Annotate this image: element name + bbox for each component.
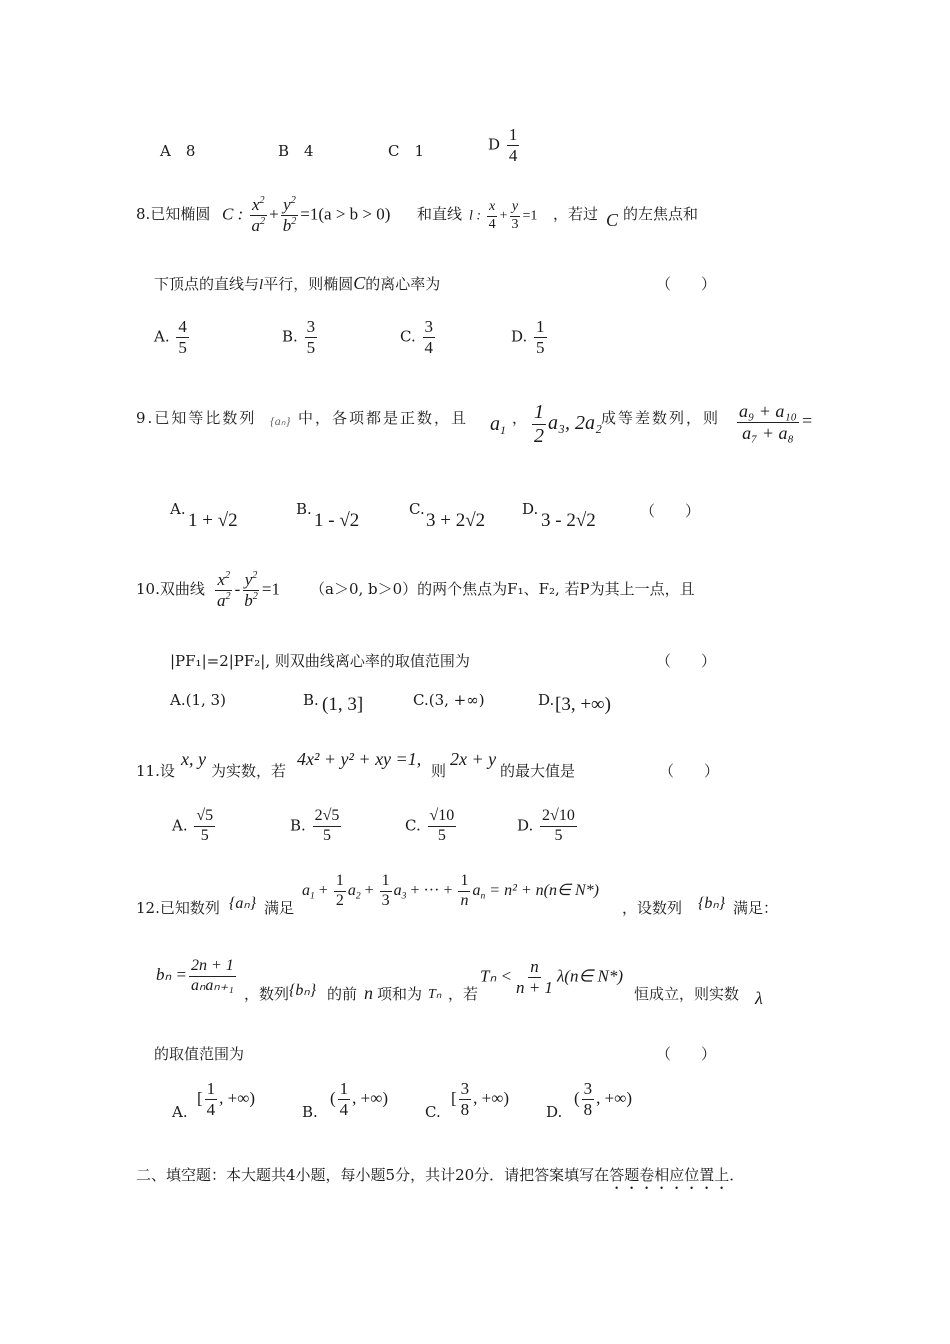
q8-option-b: B. $\frac{3}{5}$ (282, 317, 316, 357)
q10-line2: |PF₁|=2|PF₂|, 则双曲线离心率的取值范围为 (170, 652, 470, 670)
q9-text3: 成等差数列，则 (601, 409, 721, 427)
q12-text6: 的前 (327, 985, 358, 1003)
section-2-heading: 二、填空题：本大题共4小题，每小题5分，共计20分．请把答案填写在答题卷相应位置上． (136, 1166, 745, 1184)
q8-line-equation: l : $\frac{x}{4}$ + $\frac{y}{3}$ =1 (469, 199, 538, 232)
q9-option-c: 3 + 2√2 (426, 510, 486, 531)
q9-option-b: 1 - √2 (314, 510, 360, 531)
q9-option-a-label: A. (170, 500, 186, 518)
q11-option-b: B. $\frac{2√5}{5}$ (290, 807, 340, 844)
q8-option-d: D. $\frac{1}{5}$ (511, 317, 545, 357)
q12-text2: 满足 (264, 899, 295, 917)
q12-sum-expression: $a_1$ + $\frac{1}{2}$ $a_2$ + $\frac{1}{3}$ $a_3$ + ··· + $\frac{1}{n}$ $a_n = n^2$ + n(n∈ N*) (302, 872, 599, 909)
q12-option-b-label: B. (302, 1103, 318, 1121)
q10-option-b: (1, 3] (322, 694, 364, 715)
q12-text3: ，设数列 (622, 899, 683, 917)
q8-ellipse-equation: C : $\frac{x^2}{a^2}$ + $\frac{y^2}{b^2}$ =1(a > b > 0) (222, 195, 391, 236)
q12-text8: ，若 (448, 985, 479, 1003)
q11-expression: 2x + y (450, 749, 497, 769)
q8-text-if: ，若过 (553, 205, 599, 223)
q7-option-d: D $\frac{1}{4}$ (488, 125, 518, 165)
q9-option-a: 1 + √2 (188, 510, 238, 531)
q12-text5: ，数列 (244, 985, 290, 1003)
q12-option-b: ( $\frac{1}{4}$ , +∞) (330, 1079, 389, 1119)
q11-option-a: A. $\frac{√5}{5}$ (172, 807, 214, 844)
q9-mid-expr: $\frac{1}{2}$ a₃, 2a₂ (534, 401, 602, 447)
q10-hyperbola-equation: $\frac{x^2}{a^2}$ - $\frac{y^2}{b^2}$ =1 (217, 570, 280, 611)
q10-answer-paren: （ ） (656, 652, 717, 670)
q12-option-d-label: D. (546, 1103, 563, 1121)
q12-option-c: [ $\frac{3}{8}$ , +∞) (451, 1079, 510, 1119)
q11-text2: 为实数，若 (211, 762, 287, 780)
q10-option-a: A.(1, 3) (170, 691, 226, 709)
q9-comma: ， (512, 409, 528, 427)
q9-ratio: $\frac{\text{a₉ + a₁₀}}{\text{a₇ + a₈}}$ = (739, 401, 814, 443)
q7-option-b: B 4 (278, 142, 314, 160)
q12-seq-b: {bₙ} (698, 895, 726, 912)
q9-option-d: 3 - 2√2 (541, 510, 596, 531)
q12-option-a-label: A. (172, 1103, 188, 1121)
q9-text: 9.已知等比数列 (136, 409, 257, 427)
q12-bn-definition: bₙ = $\frac{2n + 1}{\text{aₙaₙ₊₁}}$ (156, 957, 234, 994)
q11-answer-paren: （ ） (659, 762, 720, 780)
q12-text: 12.已知数列 (136, 899, 220, 917)
q12-line3: 的取值范围为 (154, 1045, 245, 1063)
q12-lambda: λ (755, 988, 763, 1008)
q11-condition: 4x² + y² + xy =1, (297, 749, 422, 769)
q11-option-d: D. $\frac{2√10}{5}$ (517, 807, 575, 844)
q12-n-symbol: n (364, 983, 373, 1003)
q8-option-a: A. $\frac{4}{5}$ (154, 317, 187, 357)
q12-answer-paren: （ ） (656, 1045, 717, 1063)
q8-text-focus: 的左焦点和 (623, 205, 699, 223)
q8-line2: 下顶点的直线与l平行，则椭圆C的离心率为 (154, 273, 441, 293)
q8-answer-paren: （ ） (656, 275, 717, 293)
q12-text7: 项和为 (377, 985, 423, 1003)
q9-a1: $a_1$ (490, 413, 506, 438)
q8-number: 8.已知椭圆 (136, 205, 211, 223)
q10-text2: （a＞0, b＞0）的两个焦点为F₁、F₂, 若P为其上一点，且 (310, 580, 695, 598)
q9-sequence: {aₙ} (270, 414, 291, 428)
q12-seq-b2: {bₙ} (289, 982, 317, 999)
q12-option-a: [ $\frac{1}{4}$ , +∞) (197, 1079, 256, 1119)
q12-option-c-label: C. (425, 1103, 441, 1121)
q11-text: 11.设 (136, 762, 175, 780)
q9-option-d-label: D. (522, 500, 539, 518)
q12-tn: Tₙ (428, 987, 442, 1002)
q11-text3: 则 (431, 762, 447, 780)
q12-inequality: Tₙ < $\frac{n}{n + 1}$ λ(n∈ N*) (480, 957, 624, 997)
q12-seq-a: {aₙ} (229, 895, 257, 912)
q12-text9: 恒成立，则实数 (634, 985, 740, 1003)
q9-text2: 中，各项都是正数，且 (298, 409, 469, 427)
q11-text4: 的最大值是 (500, 762, 576, 780)
fraction: $\frac{1}{4}$ (508, 125, 518, 165)
q7-option-c: C 1 (388, 142, 425, 160)
q10-option-c: C.(3, +∞) (413, 691, 485, 709)
q9-option-c-label: C. (409, 500, 425, 518)
q11-xy: x, y (181, 749, 206, 769)
q8-c-symbol: C (606, 210, 619, 230)
q10-text: 10.双曲线 (136, 580, 205, 598)
q8-text-line: 和直线 (417, 205, 463, 223)
q9-answer-paren: （ ） (640, 502, 701, 520)
q10-option-b-label: B. (303, 691, 319, 709)
q12-text4: 满足： (733, 899, 779, 917)
q10-option-d-label: D. (538, 691, 555, 709)
q9-option-b-label: B. (296, 500, 312, 518)
q12-option-d: ( $\frac{3}{8}$ , +∞) (574, 1079, 633, 1119)
emphasized-text: 答题卷相应位置上 (609, 1166, 730, 1184)
q10-option-d: [3, +∞) (555, 694, 611, 715)
q11-option-c: C. $\frac{√10}{5}$ (405, 807, 455, 844)
q7-option-a: A 8 (160, 142, 196, 160)
q8-option-c: C. $\frac{3}{4}$ (400, 317, 433, 357)
